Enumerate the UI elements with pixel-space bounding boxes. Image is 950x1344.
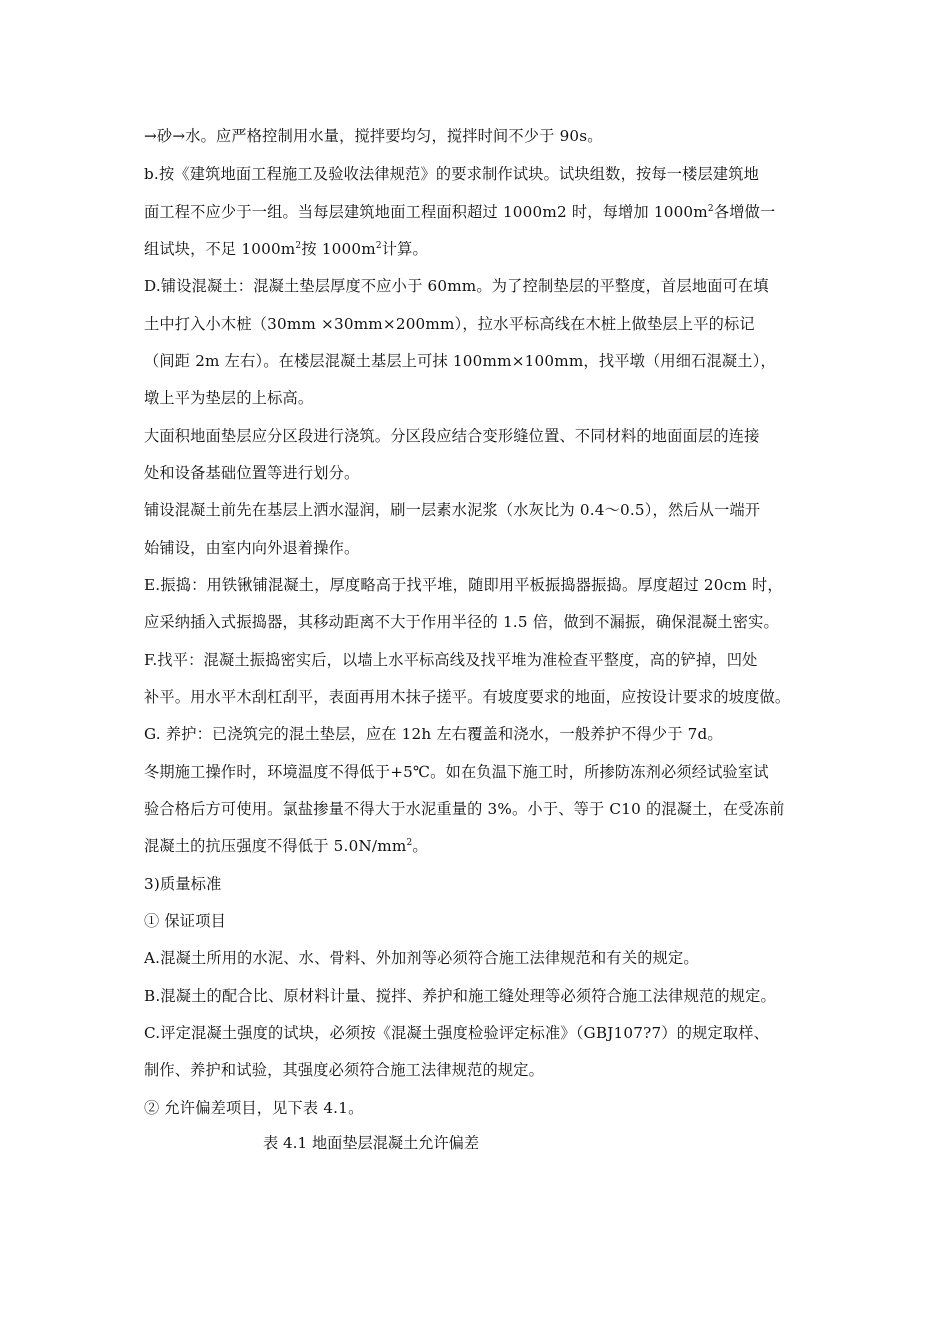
text-line: 应采纳插入式振捣器，其移动距离不大于作用半径的 1.5 倍，做到不漏振，确保混凝土密实。 [144, 613, 779, 631]
text-line [144, 239, 814, 259]
text-line: 冬期施工操作时，环境温度不得低于+5℃。如在负温下施工时，所掺防冻剂必须经试验室试 [144, 763, 769, 781]
text-line: b.按《建筑地面工程施工及验收法律规范》的要求制作试块。试块组数，按每一楼层建筑地 [144, 165, 760, 183]
text-line: 始铺设，由室内向外退着操作。 [144, 539, 360, 557]
text-line: 墩上平为垫层的上标高。 [144, 389, 314, 407]
subsection-heading: ① 保证项目 [144, 912, 226, 930]
text-line [144, 202, 814, 222]
text-line: 土中打入小木桩（30mm ×30mm×200mm），拉水平标高线在木桩上做垫层上平的标记 [144, 315, 755, 333]
text-line: 大面积地面垫层应分区段进行浇筑。分区段应结合变形缝位置、不同材料的地面面层的连接 [144, 427, 760, 445]
table-caption: 表 4.1 地面垫层混凝土允许偏差 [263, 1134, 480, 1152]
text-line: →砂→水。应严格控制用水量，搅拌要均匀，搅拌时间不少于 90s。 [144, 127, 603, 145]
superscript: 2 [707, 203, 714, 214]
subsection-heading: ② 允许偏差项目，见下表 4.1。 [144, 1099, 364, 1117]
text-line [144, 836, 814, 856]
text-line: 制作、养护和试验，其强度必须符合施工法律规范的规定。 [144, 1061, 545, 1079]
text-line: 处和设备基础位置等进行划分。 [144, 464, 360, 482]
superscript: 2 [295, 240, 302, 251]
text-segment: 。 [412, 837, 428, 855]
text-line: B.混凝土的配合比、原材料计量、搅拌、养护和施工缝处理等必须符合施工法律规范的规定。 [144, 987, 776, 1005]
section-heading: 3)质量标准 [144, 875, 222, 893]
text-line: A.混凝土所用的水泥、水、骨料、外加剂等必须符合施工法律规范和有关的规定。 [144, 949, 699, 967]
text-segment: 各增做一 [713, 203, 776, 221]
superscript: 2 [406, 837, 413, 848]
text-line: D.铺设混凝土：混凝土垫层厚度不应小于 60mm。为了控制垫层的平整度，首层地面可在填 [144, 277, 769, 295]
text-line: C.评定混凝土强度的试块，必须按《混凝土强度检验评定标准》（GBJ107?7）的规定取样、 [144, 1024, 770, 1042]
superscript: 2 [375, 240, 382, 251]
text-line: 补平。用水平木刮杠刮平，表面再用木抹子搓平。有坡度要求的地面，应按设计要求的坡度做。 [144, 688, 791, 706]
text-line: E.振捣：用铁锹铺混凝土，厚度略高于找平堆，随即用平板振捣器振捣。厚度超过 20cm 时， [144, 576, 783, 594]
text-segment: 计算。 [381, 240, 428, 258]
text-line: 铺设混凝土前先在基层上洒水湿润，刷一层素水泥浆（水灰比为 0.4～0.5），然后从一端开 [144, 501, 761, 519]
text-line: 验合格后方可使用。氯盐掺量不得大于水泥重量的 3%。小于、等于 C10 的混凝土，在受冻前 [144, 800, 785, 818]
text-segment: 面工程不应少于一组。当每层建筑地面工程面积超过 1000m2 时，每增加 1000m [144, 203, 708, 221]
text-segment: 组试块，不足 1000m [144, 240, 296, 258]
text-line: G. 养护：已浇筑完的混土垫层，应在 12h 左右覆盖和浇水，一般养护不得少于 7d。 [144, 725, 723, 743]
text-line: （间距 2m 左右）。在楼层混凝土基层上可抹 100mm×100mm，找平墩（用细石混凝土）， [144, 352, 776, 370]
text-line: F.找平：混凝土振捣密实后，以墙上水平标高线及找平堆为准检查平整度，高的铲掉，凹处 [144, 651, 758, 669]
text-segment: 混凝土的抗压强度不得低于 5.0N/mm [144, 837, 407, 855]
text-segment: 按 1000m [301, 240, 376, 258]
